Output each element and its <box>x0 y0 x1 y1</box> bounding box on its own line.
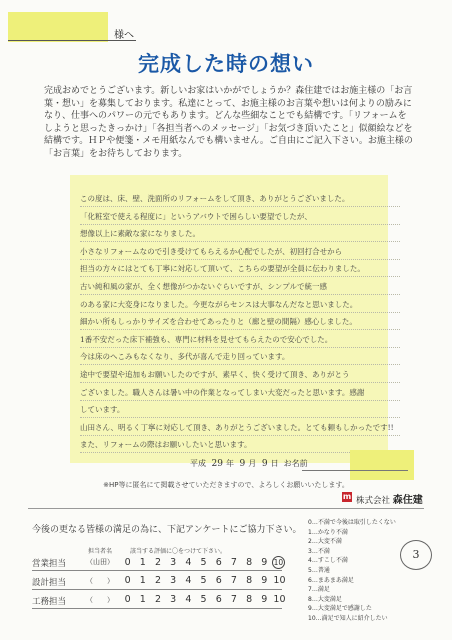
signature-date <box>190 458 308 469</box>
divider <box>28 508 424 509</box>
legend-item: 7…満足 <box>308 586 330 594</box>
rating-option[interactable]: 7 <box>230 575 237 586</box>
rating-option[interactable]: 2 <box>154 575 161 586</box>
rating-scale <box>120 594 287 605</box>
rating-option[interactable]: 3 <box>170 594 177 605</box>
survey-row <box>32 574 302 590</box>
company-brand: 森住建 <box>392 495 423 506</box>
survey-row <box>32 555 302 571</box>
handwritten-line: ございました。職人さんは暑い中の作業となってしまい大変だったと思います。感謝 <box>80 386 400 401</box>
handwritten-line: 山田さん、明るく丁寧に対応して頂き、ありがとうございました。とても頼もしかったです!! <box>80 421 400 436</box>
date-era: 平成 <box>190 459 206 468</box>
date-day-unit: 日 <box>270 459 279 468</box>
legend-item: 0…不満で今後は取引したくない <box>308 519 396 526</box>
handwritten-line: 担当の方々にはとても丁寧に対応して頂いて、こちらの要望が全員に伝わりました。 <box>80 262 400 277</box>
intro-text: 完成おめでとうございます。新しいお家はいかがでしょうか？森住建ではお施主様の「お言葉・想い」を募集しております。私達にとって、お施主様のお言葉や想いは何よりの励みになり、仕事へのパワーの元でもあります。どんな些細なことでも結構です。「リフォームをしようと思ったきっかけ」「各担当者へのメッセージ」「お気づき頂いたこと」似顔絵などを結構です。ＨＰや便箋・メモ用紙なんでも構いません。ご自由にご記入下さい。お施主様の「お言葉」をお待ちしております。 <box>44 86 413 159</box>
page-title: 完成した時の想い <box>138 52 314 76</box>
rating-option[interactable]: 10 <box>273 558 284 567</box>
survey-heading: 今後の更なる皆様の満足の為に、下記アンケートにご協力下さい。 <box>32 525 302 535</box>
rating-option[interactable]: 0 <box>124 575 131 586</box>
handwritten-line: 途中で要望や追加もお願いしたのですが、素早く、快く受けて頂き、ありがとう <box>80 368 400 383</box>
rating-option[interactable]: 5 <box>200 557 207 568</box>
salutation-suffix: 様へ <box>114 30 134 41</box>
rating-option[interactable]: 5 <box>200 594 207 605</box>
legend-item: 10…満足で知人に紹介したい <box>308 614 388 622</box>
handwritten-line: この度は、床、壁、洗面所のリフォームをして頂き、ありがとうございました。 <box>80 192 400 207</box>
salutation-line <box>8 26 136 41</box>
survey-row-rule <box>32 589 282 590</box>
handwritten-line: 細かい所もしっかりサイズを合わせてあったりと（廊と壁の間隔）感心しました。 <box>80 315 400 330</box>
rating-option[interactable]: 6 <box>215 594 222 605</box>
date-month-unit: 月 <box>248 459 257 468</box>
rating-legend <box>308 518 438 624</box>
legend-item: 3…不満 <box>308 547 330 555</box>
company-prefix: 株式会社 <box>356 496 391 506</box>
legend-item: 8…大変満足 <box>308 595 342 603</box>
survey-row-rule <box>32 608 282 609</box>
rating-option[interactable]: 10 <box>273 575 286 586</box>
legend-item: 4…すこし不満 <box>308 557 348 565</box>
date-year-unit: 年 <box>226 459 234 468</box>
rating-option[interactable]: 4 <box>185 557 192 568</box>
survey-col-staff: 担当者名 <box>88 548 113 555</box>
handwritten-line: 今は床のへこみもなくなり、多代が喜んで走り回っています。 <box>80 350 400 365</box>
handwritten-line: のある家に大変身になりました。今更ながらセンスは大事なんだなと思いました。 <box>80 298 400 313</box>
company-logo: m <box>342 492 352 501</box>
legend-item: 6…まあまあ満足 <box>308 576 354 584</box>
legend-item: 9…大変満足で感謝した <box>308 605 372 613</box>
rating-option[interactable]: 2 <box>154 594 161 605</box>
rating-option[interactable]: 2 <box>154 557 161 568</box>
handwritten-line: 小さなリフォームなので引き受けてもらえるか心配でしたが、初回打合せから <box>80 245 400 260</box>
handwritten-line: 「化粧室で使える程度に」というアバウトで困らしい要望でしたが、 <box>80 210 400 225</box>
name-label: お名前 <box>283 459 308 468</box>
rating-option[interactable]: 8 <box>246 594 253 605</box>
rating-option[interactable]: 0 <box>124 557 131 568</box>
stamp-mark: 3 <box>400 540 432 570</box>
legend-item: 5…普通 <box>308 566 330 574</box>
rating-option[interactable]: 0 <box>124 594 131 605</box>
rating-option[interactable]: 6 <box>215 575 222 586</box>
handwritten-line: また、リフォームの際はお願いしたいと思います。 <box>80 438 400 453</box>
date-year: 29 <box>211 459 223 469</box>
survey-row-rule <box>32 570 282 571</box>
survey-staff-field[interactable]: （山田） <box>86 558 114 566</box>
signature-line <box>302 470 408 471</box>
rating-option[interactable]: 9 <box>261 575 268 586</box>
legend-item: 2…大変不満 <box>308 538 342 546</box>
rating-option[interactable]: 9 <box>261 594 268 605</box>
survey-row-label: 設計担当 <box>32 578 67 588</box>
handwritten-line: 想像以上に素敵な家になりました。 <box>80 227 400 242</box>
rating-option[interactable]: 3 <box>170 557 177 568</box>
rating-option[interactable]: 1 <box>139 594 146 605</box>
rating-option[interactable]: 5 <box>200 575 207 586</box>
company-name <box>356 491 423 506</box>
survey-col-rating: 該当する評価に〇をつけて下さい。 <box>130 548 227 555</box>
rating-option[interactable]: 8 <box>246 575 253 586</box>
date-day: 9 <box>261 459 268 469</box>
handwritten-line: 1番不安だった床下補強も、専門に材料を見せてもらえたので安心でした。 <box>80 333 400 348</box>
rating-option[interactable]: 1 <box>139 575 146 586</box>
rating-scale <box>120 556 285 569</box>
survey-row <box>32 593 302 609</box>
rating-option[interactable]: 10 <box>273 594 286 605</box>
survey-row-label: 工務担当 <box>32 597 67 607</box>
rating-option[interactable]: 3 <box>170 575 177 586</box>
rating-option[interactable]: 7 <box>230 557 237 568</box>
date-month: 9 <box>239 459 246 469</box>
highlight-signature <box>350 450 414 480</box>
rating-scale <box>120 575 287 586</box>
rating-option[interactable]: 4 <box>185 575 192 586</box>
legend-item: 1…かなり不満 <box>308 528 348 536</box>
rating-option[interactable]: 7 <box>230 594 237 605</box>
rating-option[interactable]: 4 <box>185 594 192 605</box>
survey-staff-field[interactable]: （ ） <box>86 596 114 604</box>
rating-option[interactable]: 1 <box>139 557 146 568</box>
rating-option[interactable]: 6 <box>215 557 222 568</box>
handwritten-line: 古い純和風の家が、全く想像がつかないぐらいですが、シンプルで統一感 <box>80 280 400 295</box>
survey-staff-field[interactable]: （ ） <box>86 577 114 585</box>
publication-note: ※HP等に匿名にて掲載させていただきますので、よろしくお願いいたします。 <box>103 481 349 489</box>
survey-row-label: 営業担当 <box>32 559 67 569</box>
handwritten-line: しています。 <box>80 403 400 418</box>
rating-option[interactable]: 8 <box>246 557 253 568</box>
rating-option[interactable]: 9 <box>261 557 268 568</box>
